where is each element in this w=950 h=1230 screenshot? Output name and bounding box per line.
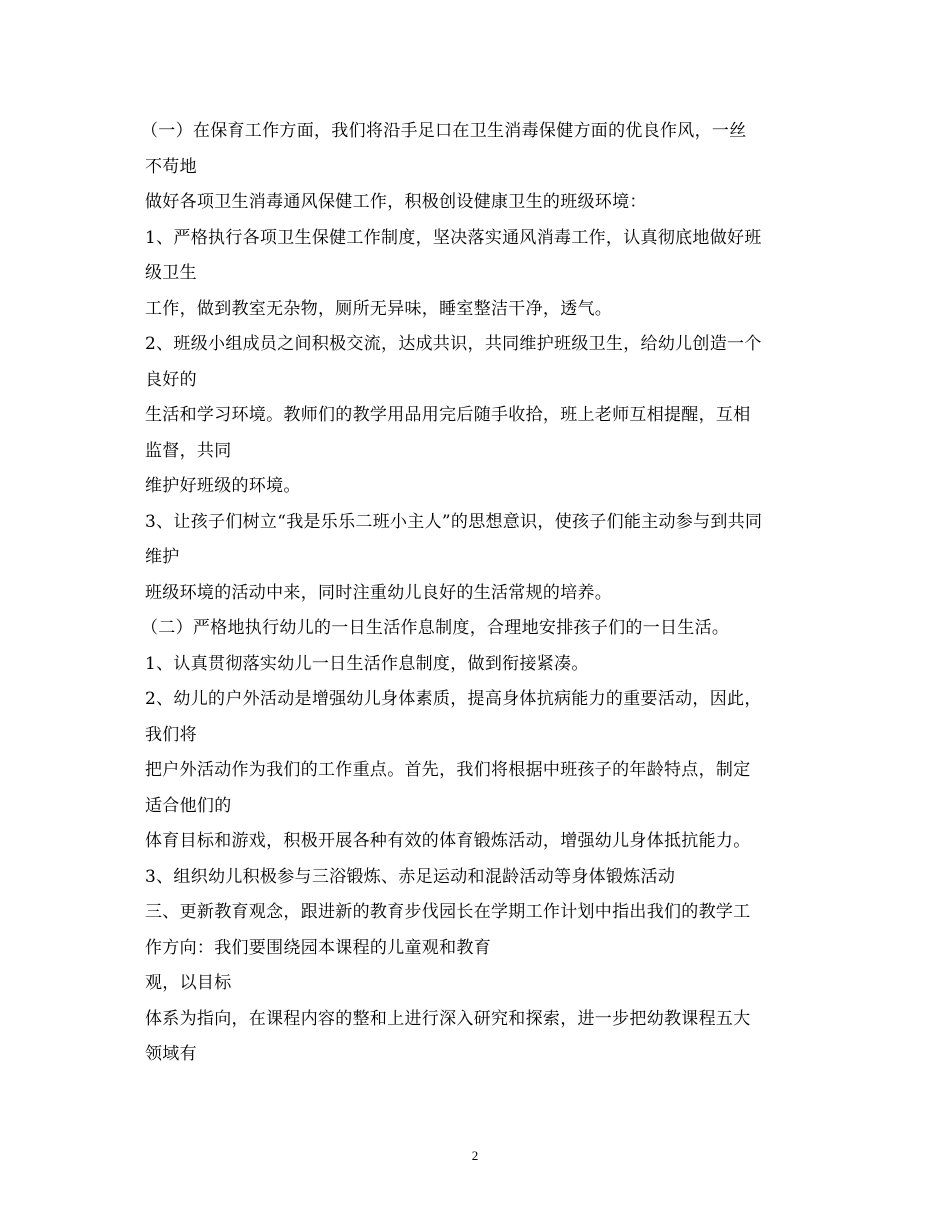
text-line: 良好的 [145, 369, 197, 390]
text-line: 3、让孩子们树立“我是乐乐二班小主人”的思想意识，使孩子们能主动参与到共同 [145, 511, 763, 532]
text-line: 做好各项卫生消毒通风保健工作，积极创设健康卫生的班级环境： [145, 192, 647, 212]
text-line: 领域有 [145, 1044, 197, 1064]
text-line: 3、组织幼儿积极参与三浴锻炼、赤足运动和混龄活动等身体锻炼活动 [145, 866, 676, 887]
text-line: 生活和学习环境。教师们的教学用品用完后随手收拾，班上老师互相提醒，互相 [145, 405, 751, 425]
text-line: 维护好班级的环境。 [145, 476, 301, 496]
document-body [141, 114, 825, 1073]
text-line: 不苟地 [145, 156, 197, 177]
text-line: 级卫生 [145, 263, 197, 283]
text-line: （二）严格地执行幼儿的一日生活作息制度，合理地安排孩子们的一日生活。 [141, 618, 730, 638]
text-line: 监督，共同 [145, 440, 232, 461]
page-number: 2 [471, 1148, 479, 1163]
text-line: 把户外活动作为我们的工作重点。首先，我们将根据中班孩子的年龄特点，制定 [145, 760, 751, 780]
text-line: 适合他们的 [145, 795, 232, 816]
text-line: 体系为指向，在课程内容的整和上进行深入研究和探索，进一步把幼教课程五大 [145, 1008, 751, 1029]
text-line: 三、更新教育观念，跟进新的教育步伐园长在学期工作计划中指出我们的教学工 [145, 902, 751, 922]
text-line: 维护 [145, 547, 180, 567]
text-line: 2、幼儿的户外活动是增强幼儿身体素质，提高身体抗病能力的重要活动，因此， [145, 689, 762, 709]
text-line: 班级环境的活动中来，同时注重幼儿良好的生活常规的培养。 [145, 582, 613, 603]
text-line: 观，以目标 [145, 973, 232, 993]
text-line: 作方向：我们要围绕园本课程的儿童观和教育 [145, 937, 491, 958]
text-line: 我们将 [145, 724, 197, 745]
text-line: 1、严格执行各项卫生保健工作制度，坚决落实通风消毒工作，认真彻底地做好班 [145, 227, 762, 248]
text-line: 体育目标和游戏，积极开展各种有效的体育锻炼活动，增强幼儿身体抵抗能力。 [145, 831, 751, 851]
text-line: （一）在保育工作方面，我们将沿手足口在卫生消毒保健方面的优良作风，一丝 [141, 121, 747, 141]
text-line: 1、认真贯彻落实幼儿一日生活作息制度，做到衔接紧凑。 [145, 653, 589, 674]
text-line: 工作，做到教室无杂物，厕所无异味，睡室整洁干净，透气。 [145, 298, 613, 319]
text-line: 2、班级小组成员之间积极交流，达成共识，共同维护班级卫生，给幼儿创造一个 [145, 334, 762, 354]
